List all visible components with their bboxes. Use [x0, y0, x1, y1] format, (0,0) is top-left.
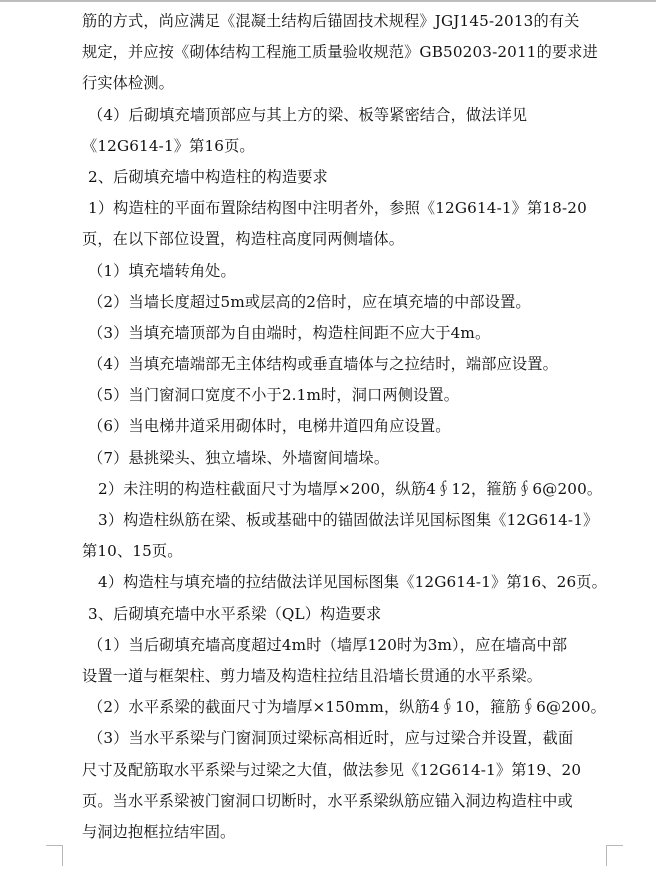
list-item: （2）当墙长度超过5m或层高的2倍时，应在填充墙的中部设置。 — [88, 292, 531, 311]
list-item: （3）当水平系梁与门窗洞顶过梁标高相近时，应与过梁合并设置，截面 — [88, 729, 574, 748]
text-line: （4）后砌填充墙顶部应与其上方的梁、板等紧密结合，做法详见 — [88, 105, 528, 124]
text-line: 页。当水平系梁被门窗洞口切断时，水平系梁纵筋应锚入洞边构造柱中或 — [82, 791, 573, 810]
text-line: 2）未注明的构造柱截面尺寸为墙厚×200，纵筋4∮12，箍筋∮6@200。 — [98, 479, 603, 498]
list-item: （3）当填充墙顶部为自由端时，构造柱间距不应大于4m。 — [88, 323, 491, 342]
text-line: 与洞边抱框拉结牢固。 — [82, 822, 236, 841]
text-line: 3）构造柱纵筋在梁、板或基础中的锚固做法详见国标图集《12G614-1》 — [98, 511, 599, 529]
text-line: 行实体检测。 — [82, 74, 175, 93]
text-line: 《12G614-1》第16页。 — [82, 136, 255, 155]
list-item: （1）填充墙转角处。 — [88, 261, 236, 280]
text-line: 筋的方式，尚应满足《混凝土结构后锚固技术规程》JGJ145-2013的有关 — [82, 12, 580, 30]
list-item: （4）当填充墙端部无主体结构或垂直墙体与之拉结时，端部应设置。 — [88, 355, 558, 374]
list-item: （5）当门窗洞口宽度不小于2.1m时，洞口两侧设置。 — [88, 386, 460, 405]
section-heading: 2、后砌填充墙中构造柱的构造要求 — [88, 167, 328, 186]
text-line: 尺寸及配筋取水平系梁与过梁之大值，做法参见《12G614-1》第19、20 — [82, 760, 582, 779]
text-line: 第10、15页。 — [82, 542, 183, 561]
list-item: （2）水平系梁的截面尺寸为墙厚×150mm，纵筋4∮10，箍筋∮6@200。 — [88, 698, 607, 717]
document-body — [82, 6, 630, 848]
text-line: 设置一道与框架柱、剪力墙及构造柱拉结且沿墙长贯通的水平系梁。 — [82, 666, 543, 685]
list-item: （1）当后砌填充墙高度超过4m时（墙厚120时为3m），应在墙高中部 — [88, 635, 568, 654]
list-item: （6）当电梯井道采用砌体时，电梯井道四角应设置。 — [88, 417, 451, 436]
crop-mark-right — [606, 845, 623, 866]
section-heading: 3、后砌填充墙中水平系梁（QL）构造要求 — [88, 604, 382, 623]
text-line: 规定，并应按《砌体结构工程施工质量验收规范》GB50203-2011的要求进 — [82, 43, 598, 62]
list-item: （7）悬挑梁头、独立墙垛、外墙窗间墙垛。 — [88, 448, 390, 467]
text-line: 4）构造柱与填充墙的拉结做法详见国标图集《12G614-1》第16、26页。 — [98, 573, 607, 592]
text-line: 页，在以下部位设置，构造柱高度同两侧墙体。 — [82, 230, 405, 249]
crop-mark-left — [46, 845, 63, 866]
page-top-edge — [0, 0, 656, 2]
text-line: 1）构造柱的平面布置除结构图中注明者外，参照《12G614-1》第18-20 — [88, 199, 587, 218]
